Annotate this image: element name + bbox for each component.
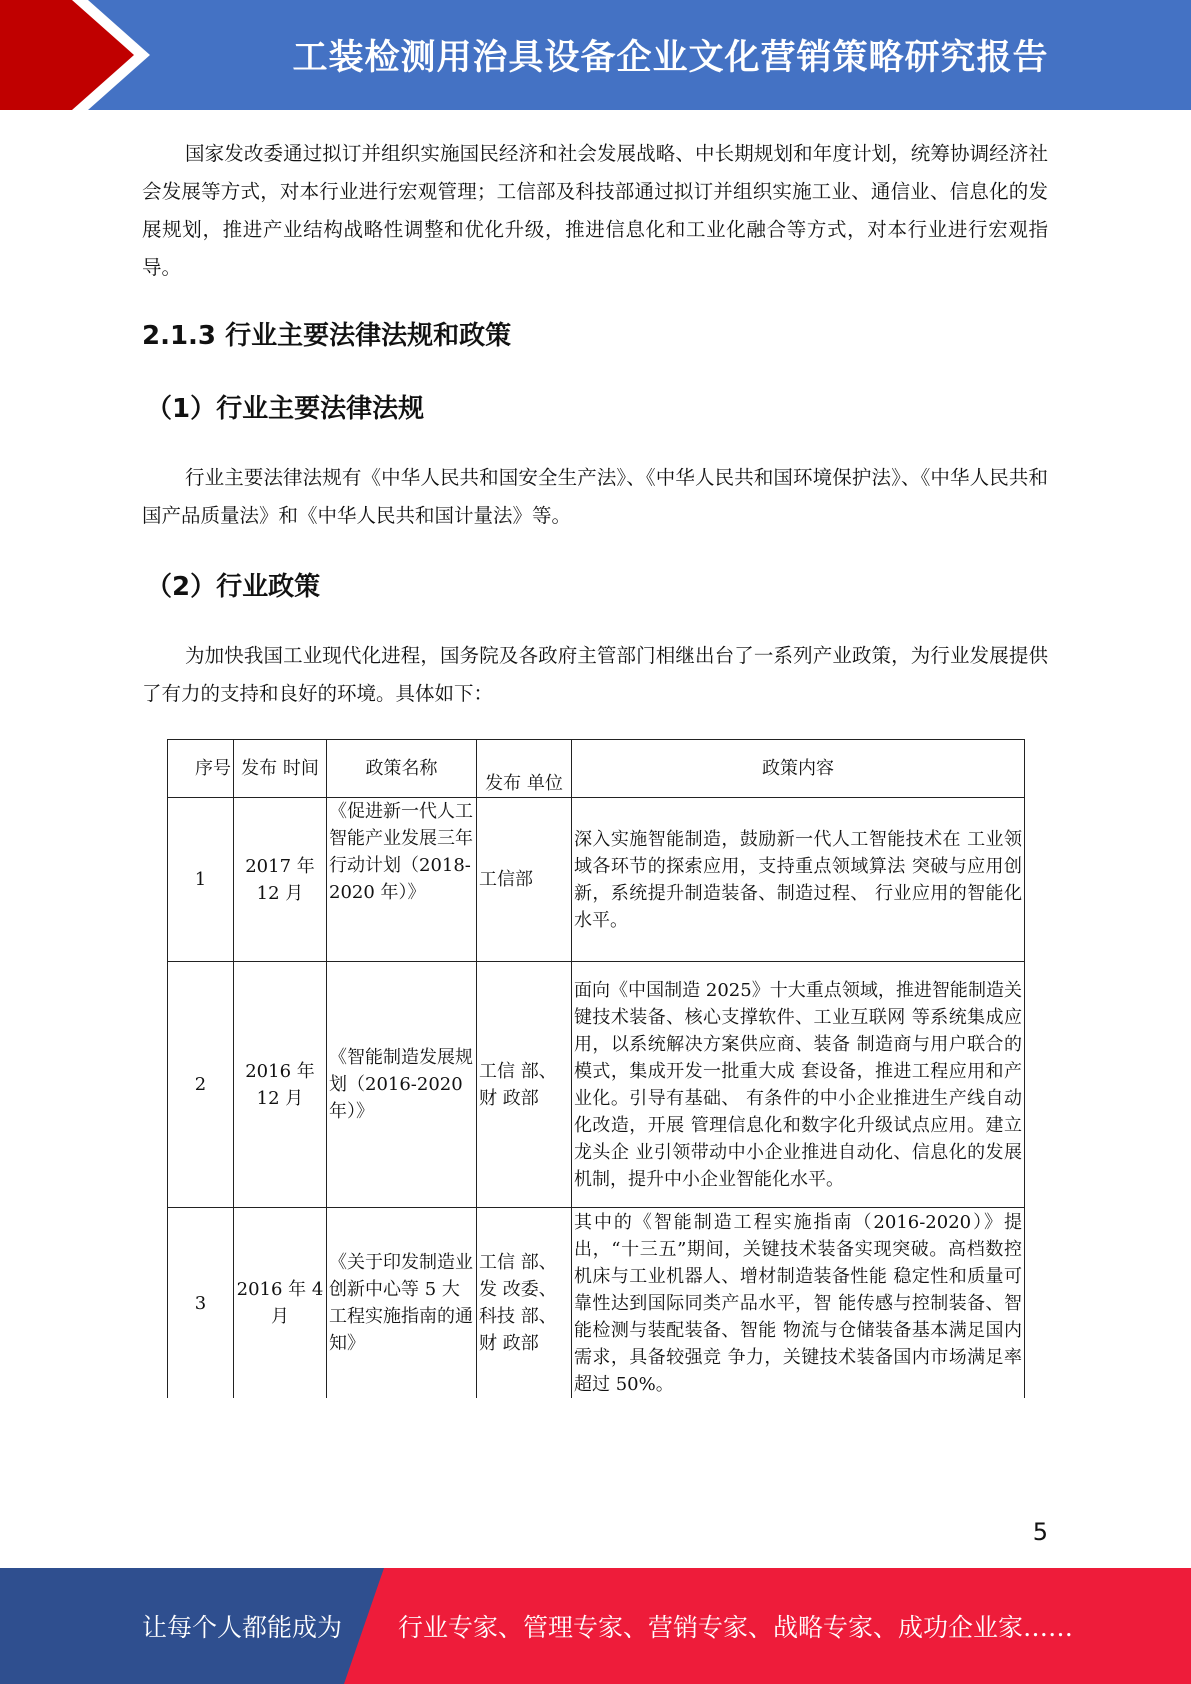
report-title: 工装检测用治具设备企业文化营销策略研究报告 bbox=[292, 38, 1049, 78]
cell-seq: 2 bbox=[168, 962, 234, 1208]
header-unit: 发布 单位 bbox=[477, 740, 572, 798]
cell-policy-name: 《关于印发制造业创新中心等 5 大工程实施指南的通知》 bbox=[327, 1208, 477, 1399]
cell-content: 深入实施智能制造，鼓励新一代人工智能技术在 工业领域各环节的探索应用，支持重点领域算法 突破与应用创新，系统提升制造装备、制造过程、 行业应用的智能化水平。 bbox=[572, 798, 1025, 962]
laws-paragraph: 行业主要法律法规有《中华人民共和国安全生产法》、《中华人民共和国环境保护法》、《中华人民共和国产品质量法》和《中华人民共和国计量法》等。 bbox=[142, 466, 1048, 527]
cell-content: 面向《中国制造 2025》十大重点领域，推进智能制造关键技术装备、核心支撑软件、工业互联网 等系统集成应用，以系统解决方案供应商、装备 制造商与用户联合的模式，集成开发一批重大成 套设备，推进工程应用和产业化。引导有基础、 有条件的中小企业推进生产线自动化改造，开展 管理信息化和数字化升级试点应用。建立龙头企 业引领带动中小企业推进自动化、信息化的发展 机制，提升中小企业智能化水平。 bbox=[572, 962, 1025, 1208]
cell-policy-name: 《促进新一代人工智能产业发展三年行动计划（2018-2020 年）》 bbox=[327, 798, 477, 962]
header-name: 政策名称 bbox=[327, 740, 477, 798]
header-date: 发布 时间 bbox=[234, 740, 327, 798]
cell-unit: 工信部 bbox=[477, 798, 572, 962]
header-seq: 序号 bbox=[168, 740, 234, 798]
intro-paragraph: 国家发改委通过拟订并组织实施国民经济和社会发展战略、中长期规划和年度计划，统筹协调经济社会发展等方式，对本行业进行宏观管理；工信部及科技部通过拟订并组织实施工业、通信业、信息化的发展规划，推进产业结构战略性调整和优化升级，推进信息化和工业化融合等方式，对本行业进行宏观指导。 bbox=[142, 142, 1048, 279]
cell-policy-name: 《智能制造发展规划（2016-2020 年）》 bbox=[327, 962, 477, 1208]
section-heading: 2.1.3 行业主要法律法规和政策 bbox=[142, 321, 512, 351]
cell-unit: 工信 部、财 政部 bbox=[477, 962, 572, 1208]
red-arrow-decoration bbox=[0, 0, 150, 110]
subsection-heading-policy: （2）行业政策 bbox=[146, 572, 321, 602]
page-number: 5 bbox=[1032, 1518, 1048, 1546]
footer-slogan-right: 行业专家、管理专家、营销专家、战略专家、成功企业家…… bbox=[398, 1613, 1074, 1642]
table-row bbox=[168, 798, 1025, 962]
cell-date: 2016 年 12 月 bbox=[234, 962, 327, 1208]
cell-seq: 1 bbox=[168, 798, 234, 962]
cell-content: 其中的《智能制造工程实施指南（2016-2020）》提出，“十三五”期间，关键技术装备实现突破。高档数控机床与工业机器人、增材制造装备性能 稳定性和质量可靠性达到国际同类产品水平，智 能传感与控制装备、智能检测与装配装备、智能 物流与仓储装备基本满足国内需求，具备较强竞 争力，关键技术装备国内市场满足率超过 50%。 bbox=[572, 1208, 1025, 1399]
cell-date: 2016 年 4 月 bbox=[234, 1208, 327, 1399]
cell-unit: 工信 部、发 改委、科技 部、财 政部 bbox=[477, 1208, 572, 1399]
page-footer bbox=[0, 1568, 1191, 1684]
table-row bbox=[168, 1208, 1025, 1399]
table-header-row bbox=[168, 740, 1025, 798]
subsection-heading-laws: （1）行业主要法律法规 bbox=[146, 394, 425, 424]
policy-paragraph: 为加快我国工业现代化进程，国务院及各政府主管部门相继出台了一系列产业政策，为行业发展提供了有力的支持和良好的环境。具体如下： bbox=[142, 644, 1048, 705]
cell-seq: 3 bbox=[168, 1208, 234, 1399]
cell-date: 2017 年 12 月 bbox=[234, 798, 327, 962]
policy-table bbox=[167, 739, 1025, 1398]
table-row bbox=[168, 962, 1025, 1208]
page-header bbox=[0, 0, 1191, 110]
footer-slogan-left: 让每个人都能成为 bbox=[142, 1613, 343, 1642]
header-content: 政策内容 bbox=[572, 740, 1025, 798]
